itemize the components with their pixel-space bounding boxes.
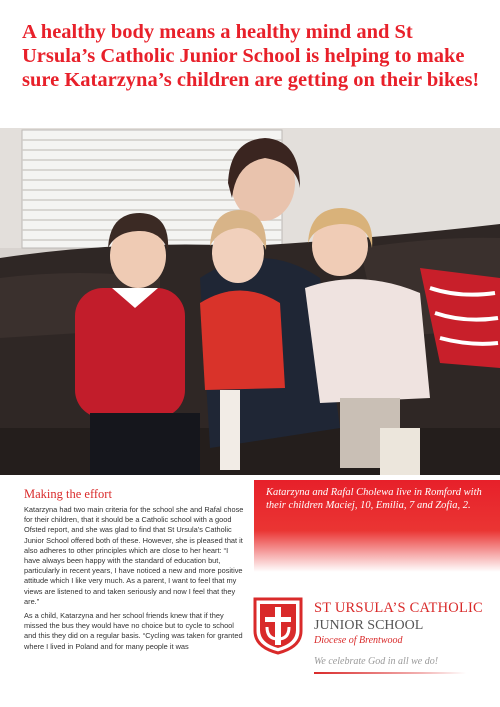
article-heading: Making the effort bbox=[24, 487, 112, 501]
school-motto: We celebrate God in all we do! bbox=[314, 656, 439, 667]
family-photo bbox=[0, 128, 500, 475]
article-paragraph: As a child, Katarzyna and her school friends knew that if they missed the bus they would have no choice but to cycle to school and this they did on a regular basis. “Cycling was taken for granted where I lived in Poland and for many people it was bbox=[24, 611, 243, 651]
school-name: ST URSULA’S CATHOLIC bbox=[314, 600, 483, 616]
caption-box bbox=[254, 480, 500, 572]
article-body bbox=[24, 505, 246, 656]
motto-divider bbox=[314, 672, 466, 674]
school-diocese: Diocese of Brentwood bbox=[314, 635, 403, 646]
headline: A healthy body means a healthy mind and St Ursula’s Catholic Junior School is helping to make sure Katarzyna’s children are getting on their bikes! bbox=[22, 21, 480, 91]
article-paragraph: Katarzyna had two main criteria for the school she and Rafal chose for their children, that it should be a Catholic school with a good Ofsted report, and she was glad to find that St Ursula’s Catholic Junior School offered both of these. However, she is pleased that it also adheres to other principles which are close to her heart: “I have always been happy with the standard of education but, particularly in recent years, I have noticed a new and more positive attitude which I like very much. As a parent, I want to feel that my views are listened to and taken seriously and now I feel that they are.” bbox=[24, 505, 244, 606]
school-name-subtitle: JUNIOR SCHOOL bbox=[314, 618, 424, 633]
school-crest-icon bbox=[253, 597, 303, 655]
photo-caption: Katarzyna and Rafal Cholewa live in Romford with their children Maciej, 10, Emilia, 7 and Zofia, 2. bbox=[266, 487, 482, 511]
